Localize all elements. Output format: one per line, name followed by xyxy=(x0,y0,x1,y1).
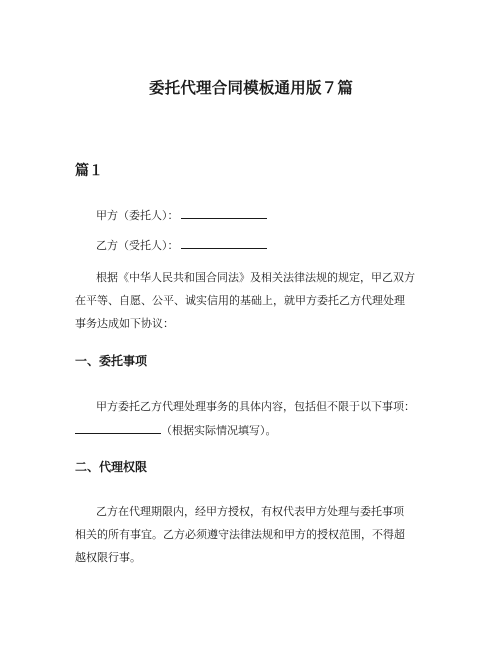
intro-line-3: 事务达成如下协议： xyxy=(75,317,174,330)
clause-1-line-2-suffix: （根据实际情况填写）。 xyxy=(161,424,277,437)
clause-2-heading: 二、代理权限 xyxy=(75,460,148,474)
party-a-line xyxy=(96,208,267,224)
clause-1-heading: 一、委托事项 xyxy=(75,354,148,368)
party-a-blank xyxy=(181,209,267,219)
clause-2-line-3: 越权限行事。 xyxy=(75,551,141,564)
party-b-line xyxy=(96,238,267,254)
intro-line-1: 根据《中华人民共和国合同法》及相关法律法规的规定，甲乙双方 xyxy=(96,271,415,284)
clause-2-line-2: 相关的所有事宜。乙方必须遵守法律法规和甲方的授权范围，不得超 xyxy=(75,528,405,541)
party-b-label: 乙方（受托人）： xyxy=(96,239,179,252)
document-title: 委托代理合同模板通用版７篇 xyxy=(148,79,354,97)
clause-2-line-1: 乙方在代理期限内，经甲方授权，有权代表甲方处理与委托事项 xyxy=(96,505,404,518)
party-b-blank xyxy=(181,239,267,249)
clause-1-line-2 xyxy=(75,423,277,439)
party-a-label: 甲方（委托人）： xyxy=(96,209,179,222)
intro-line-2: 在平等、自愿、公平、诚实信用的基础上，就甲方委托乙方代理处理 xyxy=(75,294,405,307)
clause-1-line-1: 甲方委托乙方代理处理事务的具体内容，包括但不限于以下事项： xyxy=(96,400,415,413)
section-heading: 篇１ xyxy=(75,163,103,179)
clause-1-blank xyxy=(75,424,161,434)
